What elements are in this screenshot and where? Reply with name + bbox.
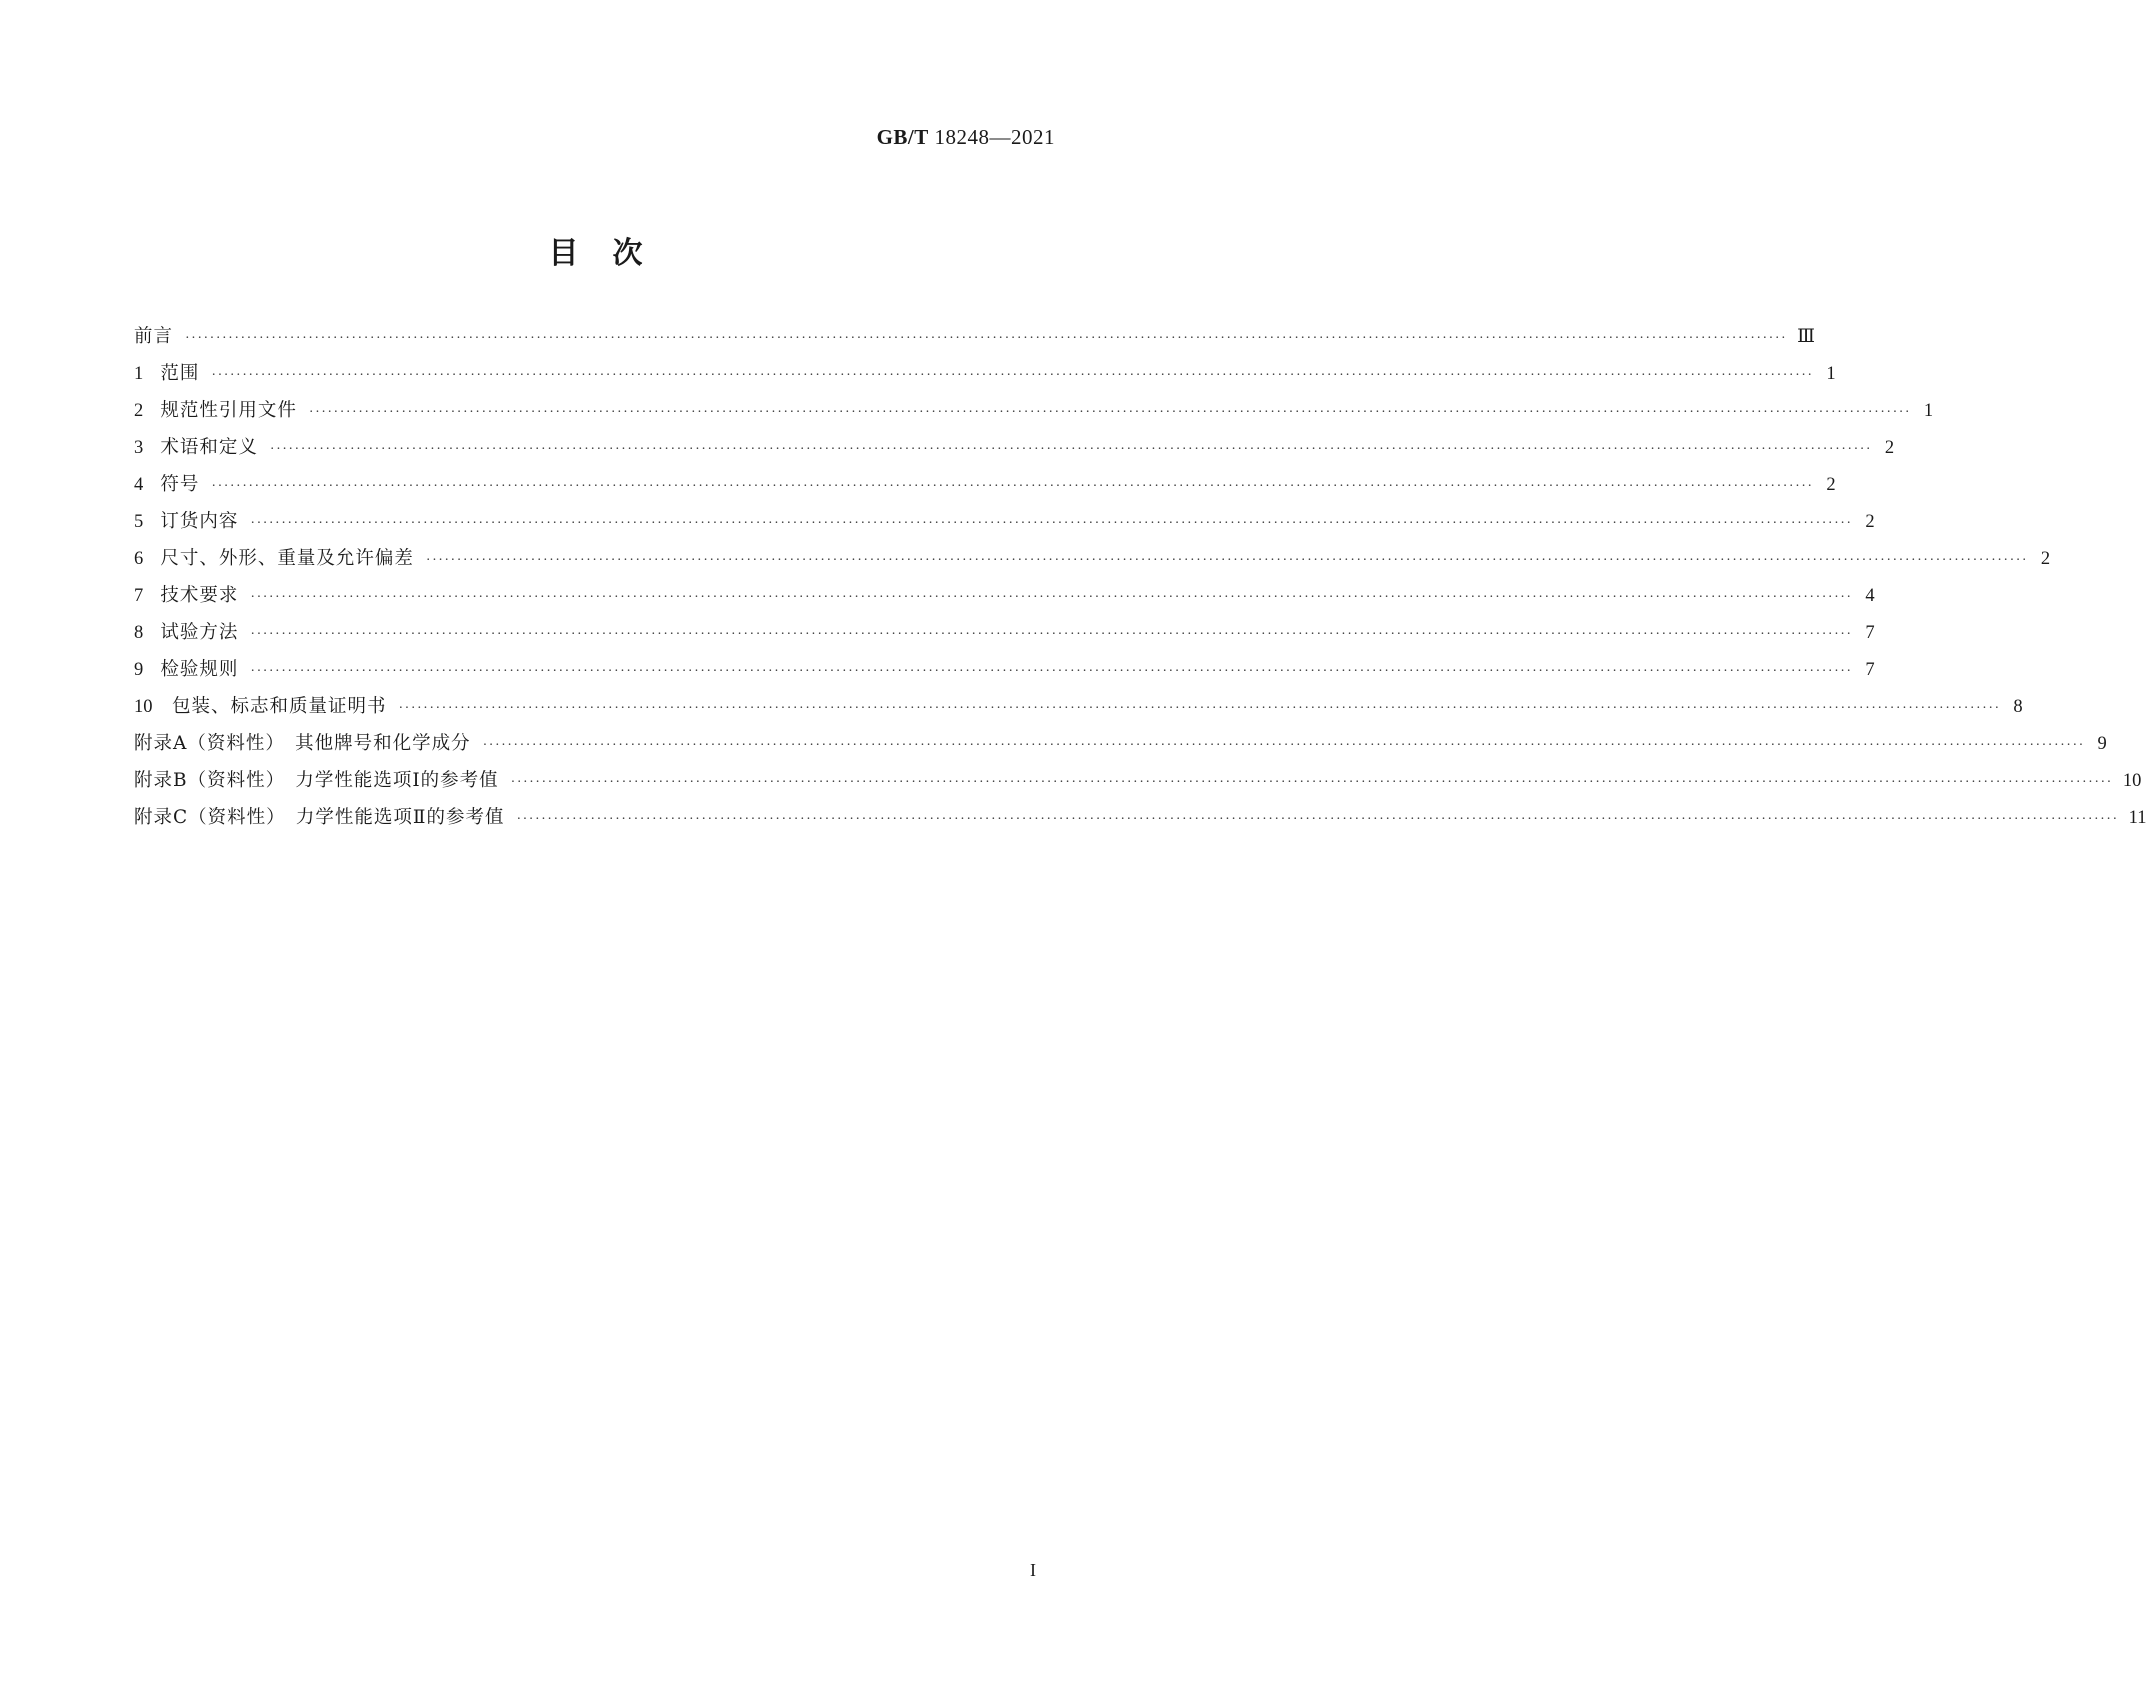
- toc-entry[interactable]: [134, 618, 1875, 655]
- toc-leader-dots: ····································································································································································································································································: [185, 331, 1788, 346]
- toc-entry-page: 9: [2097, 734, 2107, 754]
- toc-entry-label: [134, 322, 173, 348]
- toc-entry-page: 1: [1826, 364, 1836, 384]
- toc-leader-dots: ····································································································································································································································································: [482, 738, 2085, 753]
- toc-entry[interactable]: [134, 544, 2051, 581]
- toc-entry-label: [134, 396, 297, 422]
- toc-entry-page: 4: [1865, 586, 1875, 606]
- toc-entry-label: [134, 359, 199, 385]
- toc-entry-number: 3: [134, 438, 144, 458]
- toc-entry-number: 4: [134, 475, 144, 495]
- toc-entry-page: 10: [2122, 771, 2142, 791]
- toc-entry-label: [134, 470, 199, 496]
- toc-entry[interactable]: [134, 470, 1836, 507]
- toc-entry-title: 前言: [134, 326, 174, 347]
- toc-entry[interactable]: [134, 729, 2107, 766]
- document-number: [877, 125, 1055, 150]
- toc-leader-dots: ····································································································································································································································································: [211, 368, 1814, 383]
- toc-leader-dots: ····································································································································································································································································: [250, 627, 1853, 642]
- toc-entry[interactable]: [134, 433, 1895, 470]
- toc-leader-dots: ····································································································································································································································································: [250, 516, 1853, 531]
- toc-entry[interactable]: [134, 507, 1875, 544]
- document-number-value: 18248—2021: [934, 125, 1055, 149]
- toc-entry-page: 2: [1865, 512, 1875, 532]
- toc-entry-title: 检验规则: [160, 659, 239, 680]
- toc-leader-dots: ····································································································································································································································································: [250, 664, 1853, 679]
- toc-entry-label: [134, 766, 499, 792]
- toc-entry-number: 1: [134, 364, 144, 384]
- toc-leader-dots: ····································································································································································································································································: [398, 701, 2001, 716]
- toc-entry-page: 2: [1826, 475, 1836, 495]
- toc-leader-dots: ····································································································································································································································································: [211, 479, 1814, 494]
- table-of-contents: [134, 322, 2146, 840]
- page-title: 目次: [548, 236, 677, 271]
- toc-leader-dots: ····································································································································································································································································: [250, 590, 1853, 605]
- toc-entry-title: 附录A（资料性） 其他牌号和化学成分: [134, 733, 471, 754]
- toc-entry-page: Ⅲ: [1797, 327, 1816, 347]
- toc-entry-title: 符号: [160, 474, 200, 495]
- toc-entry-number: 8: [134, 623, 144, 643]
- toc-entry-number: 7: [134, 586, 144, 606]
- toc-entry-label: [134, 803, 504, 829]
- toc-entry-label: [134, 433, 258, 459]
- toc-leader-dots: ····································································································································································································································································: [308, 405, 1912, 420]
- toc-entry-page: 8: [2013, 697, 2023, 717]
- toc-leader-dots: ····································································································································································································································································: [425, 553, 2029, 568]
- toc-entry[interactable]: [134, 581, 1875, 618]
- toc-entry-page: 7: [1865, 660, 1875, 680]
- toc-leader-dots: ····································································································································································································································································: [269, 442, 1873, 457]
- toc-entry-number: 9: [134, 660, 144, 680]
- toc-entry-title: 附录C（资料性） 力学性能选项Ⅱ的参考值: [134, 807, 505, 828]
- toc-entry[interactable]: [134, 359, 1836, 396]
- toc-entry-number: 6: [134, 549, 144, 569]
- toc-entry[interactable]: [134, 655, 1875, 692]
- toc-entry[interactable]: [134, 322, 1816, 359]
- toc-leader-dots: ····································································································································································································································································: [510, 775, 2113, 790]
- toc-entry-label: [134, 581, 238, 607]
- toc-entry[interactable]: [134, 692, 2023, 729]
- toc-entry-page: 2: [2040, 549, 2051, 569]
- toc-entry-number: 2: [134, 401, 144, 421]
- toc-entry-label: [134, 507, 238, 533]
- toc-entry-title: 范围: [160, 363, 200, 384]
- page-number: I: [1030, 1560, 1036, 1580]
- toc-entry-page: 7: [1865, 623, 1875, 643]
- toc-entry-page: 2: [1884, 438, 1895, 458]
- toc-leader-dots: ····································································································································································································································································: [516, 812, 2119, 827]
- toc-entry-label: [134, 544, 414, 570]
- toc-entry-title: 试验方法: [160, 622, 239, 643]
- toc-entry-label: [134, 655, 238, 681]
- toc-entry-label: [134, 729, 471, 755]
- toc-entry[interactable]: [134, 396, 1934, 433]
- toc-entry-title: 尺寸、外形、重量及允许偏差: [160, 548, 414, 569]
- toc-entry[interactable]: [134, 803, 2146, 840]
- toc-entry-page: 1: [1923, 401, 1934, 421]
- toc-entry-title: 订货内容: [160, 511, 239, 532]
- toc-entry-page: 11: [2128, 808, 2146, 828]
- toc-entry-title: 术语和定义: [160, 437, 258, 458]
- toc-entry-number: 10: [134, 697, 153, 717]
- toc-entry-title: 附录B（资料性） 力学性能选项Ⅰ的参考值: [134, 770, 499, 791]
- toc-entry[interactable]: [134, 766, 2142, 803]
- toc-entry-label: [134, 692, 387, 718]
- toc-entry-title: 技术要求: [160, 585, 239, 606]
- toc-entry-number: 5: [134, 512, 144, 532]
- toc-entry-label: [134, 618, 238, 644]
- toc-entry-title: 规范性引用文件: [160, 400, 297, 421]
- document-number-prefix: GB/T: [876, 125, 929, 149]
- toc-entry-title: 包装、标志和质量证明书: [172, 696, 387, 717]
